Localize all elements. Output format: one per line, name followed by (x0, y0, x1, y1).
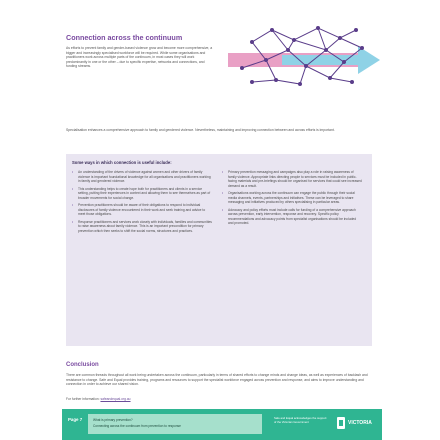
list-item: • Organisations working across the continuum can engage the public through their social media channels, events, partnerships and initiatives. These can be leveraged to share messaging and initiatives produced by others specialising in particular areas. (222, 191, 362, 205)
conclusion-paragraph: There are common threads throughout all work being undertaken across the continuum, particularly in terms of shared efforts to change minds and change ideas, as well as experiences of backlash and resistance to change. Safe and Equal provides training, programs and resources to support the specialist workforce engaged across prevention and response, and aims to improve understanding and connection in order to achieve our shared vision. (66, 373, 368, 387)
list-item: • Primary prevention messaging and campaigns also play a role in raising awareness of family violence. Appropriate links directing people to services must be included in public-facing materials and pre-briefings should be organised for services that could see increased demand as a result. (222, 170, 362, 188)
footer-subtitle: Connecting across the continuum from prevention to response (93, 424, 181, 428)
footer-title-panel (88, 414, 262, 434)
page-number: Page 7 (68, 417, 83, 422)
further-information (66, 397, 131, 401)
continuum-network-graphic (222, 22, 382, 92)
connection-callout-box (66, 154, 372, 346)
list-item: • Prevention practitioners should be aware of their obligations to respond to individual disclosures of family violence encountered in their work and seek training and advice to meet those obligations. (72, 203, 212, 217)
victoria-logo (336, 414, 376, 434)
footer-acknowledgement: Safe and Equal acknowledges the support of the Victorian Government (274, 416, 327, 424)
closing-paragraph: Specialisation enhances a comprehensive approach to family and gendered violence. Nevertheless, maintaining and improving connection between and across efforts is important. (66, 128, 335, 132)
logo-text: VICTORIA (348, 420, 372, 426)
list-item: • An understanding of the drivers of violence against women and other drivers of family violence is important foundational knowledge for all organisations and practitioners working in family and gendered violence. (72, 170, 212, 184)
list-item: • This understanding helps to create hope both for practitioners and clients in a service setting, putting their experiences in context and allowing them to see themselves as part of broader movements for social change. (72, 187, 212, 201)
website-link[interactable]: safeandequal.org.au (100, 397, 131, 401)
arrow-head-icon (358, 46, 380, 74)
left-bullet-column (72, 170, 212, 236)
footer-question: What is primary prevention? (93, 418, 133, 422)
section-heading: Connection across the continuum (66, 33, 183, 42)
intro-paragraph: As efforts to prevent family and gender-based violence grow and become more comprehensive, a bigger and increasingly specialised workforce will be required. While some organisations and practitioners work across multiple parts of the continuum, in most cases they will work predominantly in one or the other – due to specific expertise, networks and connections, and funding streams. (66, 46, 213, 69)
callout-heading: Some ways in which connection is useful include: (72, 160, 172, 165)
page-footer (62, 409, 382, 440)
conclusion-heading: Conclusion (66, 362, 99, 368)
right-bullet-column (222, 170, 362, 229)
state-emblem-icon (336, 414, 346, 434)
further-information-label: For further information: (66, 397, 100, 401)
list-item: • Response practitioners and services work closely with individuals, families and communities to raise awareness about family violence. This is an important precondition for primary prevention which then seeks to shift the social norms, structures and practices. (72, 220, 212, 234)
list-item: • Advocacy and policy efforts must include calls for funding of a comprehensive approach across prevention, early intervention, response and recovery. Specific policy recommendations and advocacy points from specialist organisations should be included and promoted. (222, 208, 362, 226)
